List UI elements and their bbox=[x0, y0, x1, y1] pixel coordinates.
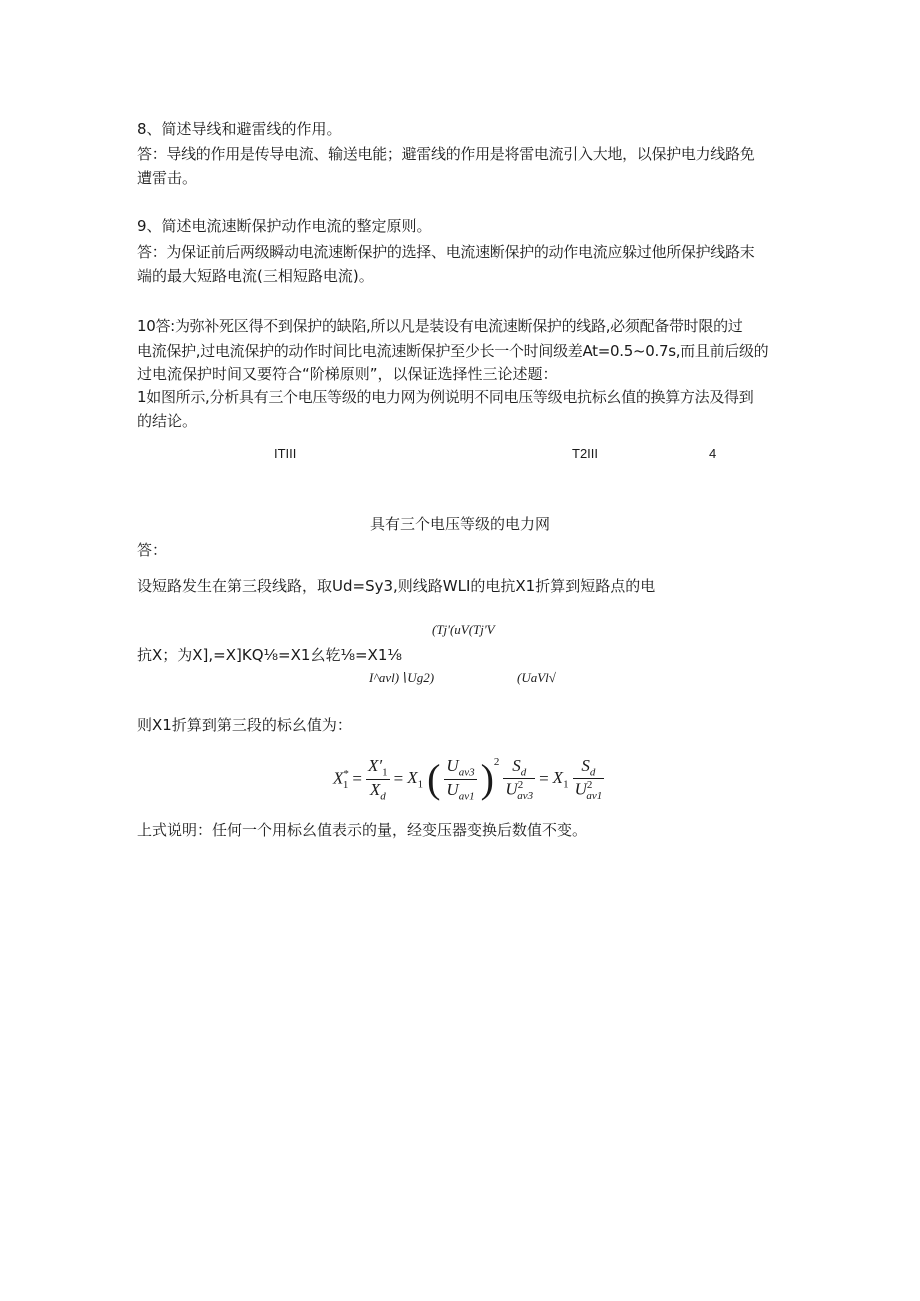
diagram-label-t1: ITIII bbox=[274, 446, 297, 461]
formula-fraction-s: $\frac{S_d}{U^2_{av3}}$ bbox=[505, 756, 534, 803]
answer-label: 答： bbox=[137, 541, 168, 559]
formula-equals-2: = bbox=[393, 769, 404, 789]
garbled-formula-top: (Tj'(uV(Tj'V bbox=[432, 622, 495, 637]
formula-fraction-x: $\frac{X'_1}{X_d}$ bbox=[367, 756, 388, 803]
formula-power: 2 bbox=[493, 756, 500, 768]
formula-fraction-s2: $\frac{S_d}{U^2_{av1}}$ bbox=[574, 756, 603, 803]
formula-equals-3: = bbox=[539, 769, 549, 789]
q8-question: 8、简述导线和避雷线的作用。 bbox=[137, 120, 342, 138]
formula-x1-second: $X_1$ bbox=[552, 768, 569, 791]
q9-question: 9、简述电流速断保护动作电流的整定原则。 bbox=[137, 217, 432, 235]
garbled-formula-bottom-left: I^avl)∖Ug2) bbox=[369, 670, 435, 685]
q10-line5: 的结论。 bbox=[137, 412, 198, 430]
q10-line3: 过电流保护时间又要符合“阶梯原则”，以保证选择性三论述题： bbox=[137, 365, 558, 383]
garbled-formula-bottom-right: (UaVl√ bbox=[517, 670, 556, 685]
formula-paren-open: ( bbox=[427, 756, 441, 802]
q10-line4: 1如图所示,分析具有三个电压等级的电力网为例说明不同电压等级电抗标幺值的换算方法及得到 bbox=[137, 388, 754, 406]
diagram-label-4: 4 bbox=[709, 446, 717, 461]
formula-equals-1: = bbox=[352, 769, 362, 789]
q8-answer-line1: 答：导线的作用是传导电流、输送电能；避雷线的作用是将雷电流引入大地，以保护电力线路免 bbox=[137, 145, 755, 163]
answer-line1: 设短路发生在第三段线路，取Ud=Sy3,则线路WLI的电抗X1折算到短路点的电 bbox=[137, 577, 656, 595]
q8-answer-line2: 遭雷击。 bbox=[137, 169, 198, 187]
q9-answer-line2: 端的最大短路电流(三相短路电流)。 bbox=[137, 267, 374, 285]
formula-lhs: $X^*_1$ bbox=[333, 767, 349, 791]
answer-line3: 则X1折算到第三段的标幺值为： bbox=[137, 716, 352, 734]
answer-conclusion: 上式说明：任何一个用标幺值表示的量，经变压器变换后数值不变。 bbox=[137, 821, 588, 839]
answer-line2: 抗X；为X],=X]KQ⅛=X1幺䢀⅛=X1⅛ bbox=[137, 646, 402, 664]
per-unit-formula bbox=[333, 756, 604, 802]
formula-x1: $X_1$ bbox=[407, 768, 424, 791]
formula-paren-close: ) bbox=[480, 756, 494, 802]
q10-line1: 10答:为弥补死区得不到保护的缺陷,所以凡是装设有电流速断保护的线路,必须配备带时限的过 bbox=[137, 317, 743, 335]
q10-line2: 电流保护,过电流保护的动作时间比电流速断保护至少长一个时间级差At=0.5~0.7s,而且前后级的 bbox=[137, 342, 769, 360]
diagram-caption: 具有三个电压等级的电力网 bbox=[369, 515, 550, 533]
q9-answer-line1: 答：为保证前后两级瞬动电流速断保护的选择、电流速断保护的动作电流应躲过他所保护线路末 bbox=[137, 243, 755, 261]
diagram-label-t2: T2III bbox=[572, 446, 599, 461]
formula-fraction-u: $\frac{U_{av3}}{U_{av1}}$ bbox=[446, 756, 475, 803]
